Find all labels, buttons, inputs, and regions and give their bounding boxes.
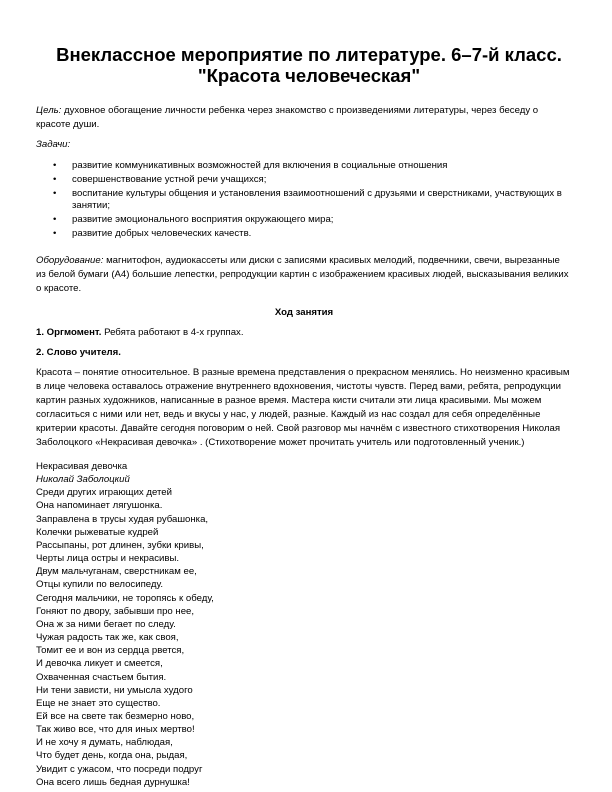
document-title — [46, 44, 572, 86]
bullet-icon: • — [53, 174, 57, 185]
poem-line: Томит ее и вон из сердца рвется, — [36, 645, 185, 657]
poem-line: Чужая радость так же, как своя, — [36, 632, 179, 644]
poem-line: Гоняют по двору, забывши про нее, — [36, 605, 195, 617]
lesson-heading: Ход занятия — [274, 307, 334, 318]
poem — [36, 460, 572, 789]
task-item — [53, 174, 572, 186]
poem-line: Двум мальчуганам, сверстникам ее, — [36, 566, 197, 578]
poem-line: Черты лица остры и некрасивы. — [36, 553, 180, 565]
task-item — [53, 160, 572, 172]
step-1 — [36, 326, 572, 340]
poem-line: Ни тени зависти, ни умысла худого — [36, 684, 193, 696]
task-item — [53, 228, 572, 240]
bullet-icon: • — [53, 160, 57, 171]
title-line-2: "Красота человеческая" — [197, 65, 421, 86]
step-2-label: 2. Слово учителя. — [36, 347, 121, 358]
poem-line: Она напоминает лягушонка. — [36, 500, 163, 512]
poem-line: И девочка ликует и смеется, — [36, 658, 163, 670]
goal-paragraph — [36, 104, 572, 132]
task-item — [53, 188, 572, 212]
step-1-label: 1. Оргмомент. — [36, 327, 102, 338]
poem-line: Что будет день, когда она, рыдая, — [36, 750, 188, 762]
task-text: развитие коммуникативных возможностей для включения в социальные отношения — [72, 160, 448, 171]
poem-line: Колечки рыжеватые кудрей — [36, 526, 159, 538]
poem-line: Она ж за ними бегает по следу. — [36, 618, 176, 630]
poem-line: Рассыпаны, рот длинен, зубки кривы, — [36, 539, 204, 551]
task-text: развитие эмоционального восприятия окружающего мира; — [72, 214, 334, 225]
goal-text: духовное обогащение личности ребенка через знакомство с произведениями литературы, через беседу о красоте души. — [36, 105, 539, 130]
step-1-text: Ребята работают в 4-х группах. — [101, 327, 244, 338]
equipment-paragraph — [36, 254, 572, 296]
poem-line: И не хочу я думать, наблюдая, — [36, 737, 173, 749]
poem-line: Она всего лишь бедная дурнушка! — [36, 776, 190, 788]
poem-line: Отцы купили по велосипеду. — [36, 579, 164, 591]
document-page — [36, 44, 572, 789]
equipment-text: магнитофон, аудиокассеты или диски с записями красивых мелодий, подвечники, свечи, вырезанные из белой бумаги (А4) большие лепестки, репродукции картин с изображением красивых людей, высказывания великих о красоте. — [36, 255, 569, 294]
title-line-1: Внеклассное мероприятие по литературе. 6–7-й класс. — [56, 44, 562, 65]
poem-line: Среди других играющих детей — [36, 487, 172, 499]
task-text: воспитание культуры общения и установления взаимоотношений с друзьями и сверстниками, участвующих в занятии; — [72, 188, 562, 211]
poem-title: Некрасивая девочка — [36, 461, 128, 472]
tasks-list — [36, 160, 572, 240]
poem-line: Охваченная счастьем бытия. — [36, 671, 167, 683]
bullet-icon: • — [53, 228, 57, 239]
poem-line: Сегодня мальчики, не торопясь к обеду, — [36, 592, 214, 604]
goal-label: Цель: — [36, 105, 62, 116]
poem-line: Ей все на свете так безмерно ново, — [36, 710, 195, 722]
tasks-label: Задачи: — [36, 139, 71, 150]
poem-line: Так живо все, что для иных мертво! — [36, 724, 195, 736]
task-text: совершенствование устной речи учащихся; — [72, 174, 267, 185]
bullet-icon: • — [53, 214, 57, 225]
task-item — [53, 214, 572, 226]
poem-line: Увидит с ужасом, что посреди подруг — [36, 763, 203, 775]
bullet-icon: • — [53, 188, 57, 199]
task-text: развитие добрых человеческих качеств. — [72, 228, 252, 239]
equipment-label: Оборудование: — [36, 255, 104, 266]
teacher-paragraph: Красота – понятие относительное. В разные времена представления о прекрасном менялись. Но неизменно красивым в лице человека оставалось отражение внутреннего вдохновения, чистоты чувств. Перед вами, ребята, репродукции картин разных художников, написанные в разное время. Мастера кисти считали эти лица красивыми. Мы можем согласиться с ними или нет, ведь и вкусы у нас, у людей, разные. Каждый из нас создал для себя определённые критерии красоты. Давайте сегодня поговорим о ней. Свой разговор мы начнём с известного стихотворения Николая Заболоцкого «Некрасивая девочка» . (Стихотворение может прочитать учитель или подготовленный ученик.) — [36, 367, 570, 448]
poem-author: Николай Заболоцкий — [36, 474, 130, 486]
poem-lines — [36, 486, 572, 789]
poem-line: Еще не знает это существо. — [36, 697, 161, 709]
poem-line: Заправлена в трусы худая рубашонка, — [36, 513, 209, 525]
